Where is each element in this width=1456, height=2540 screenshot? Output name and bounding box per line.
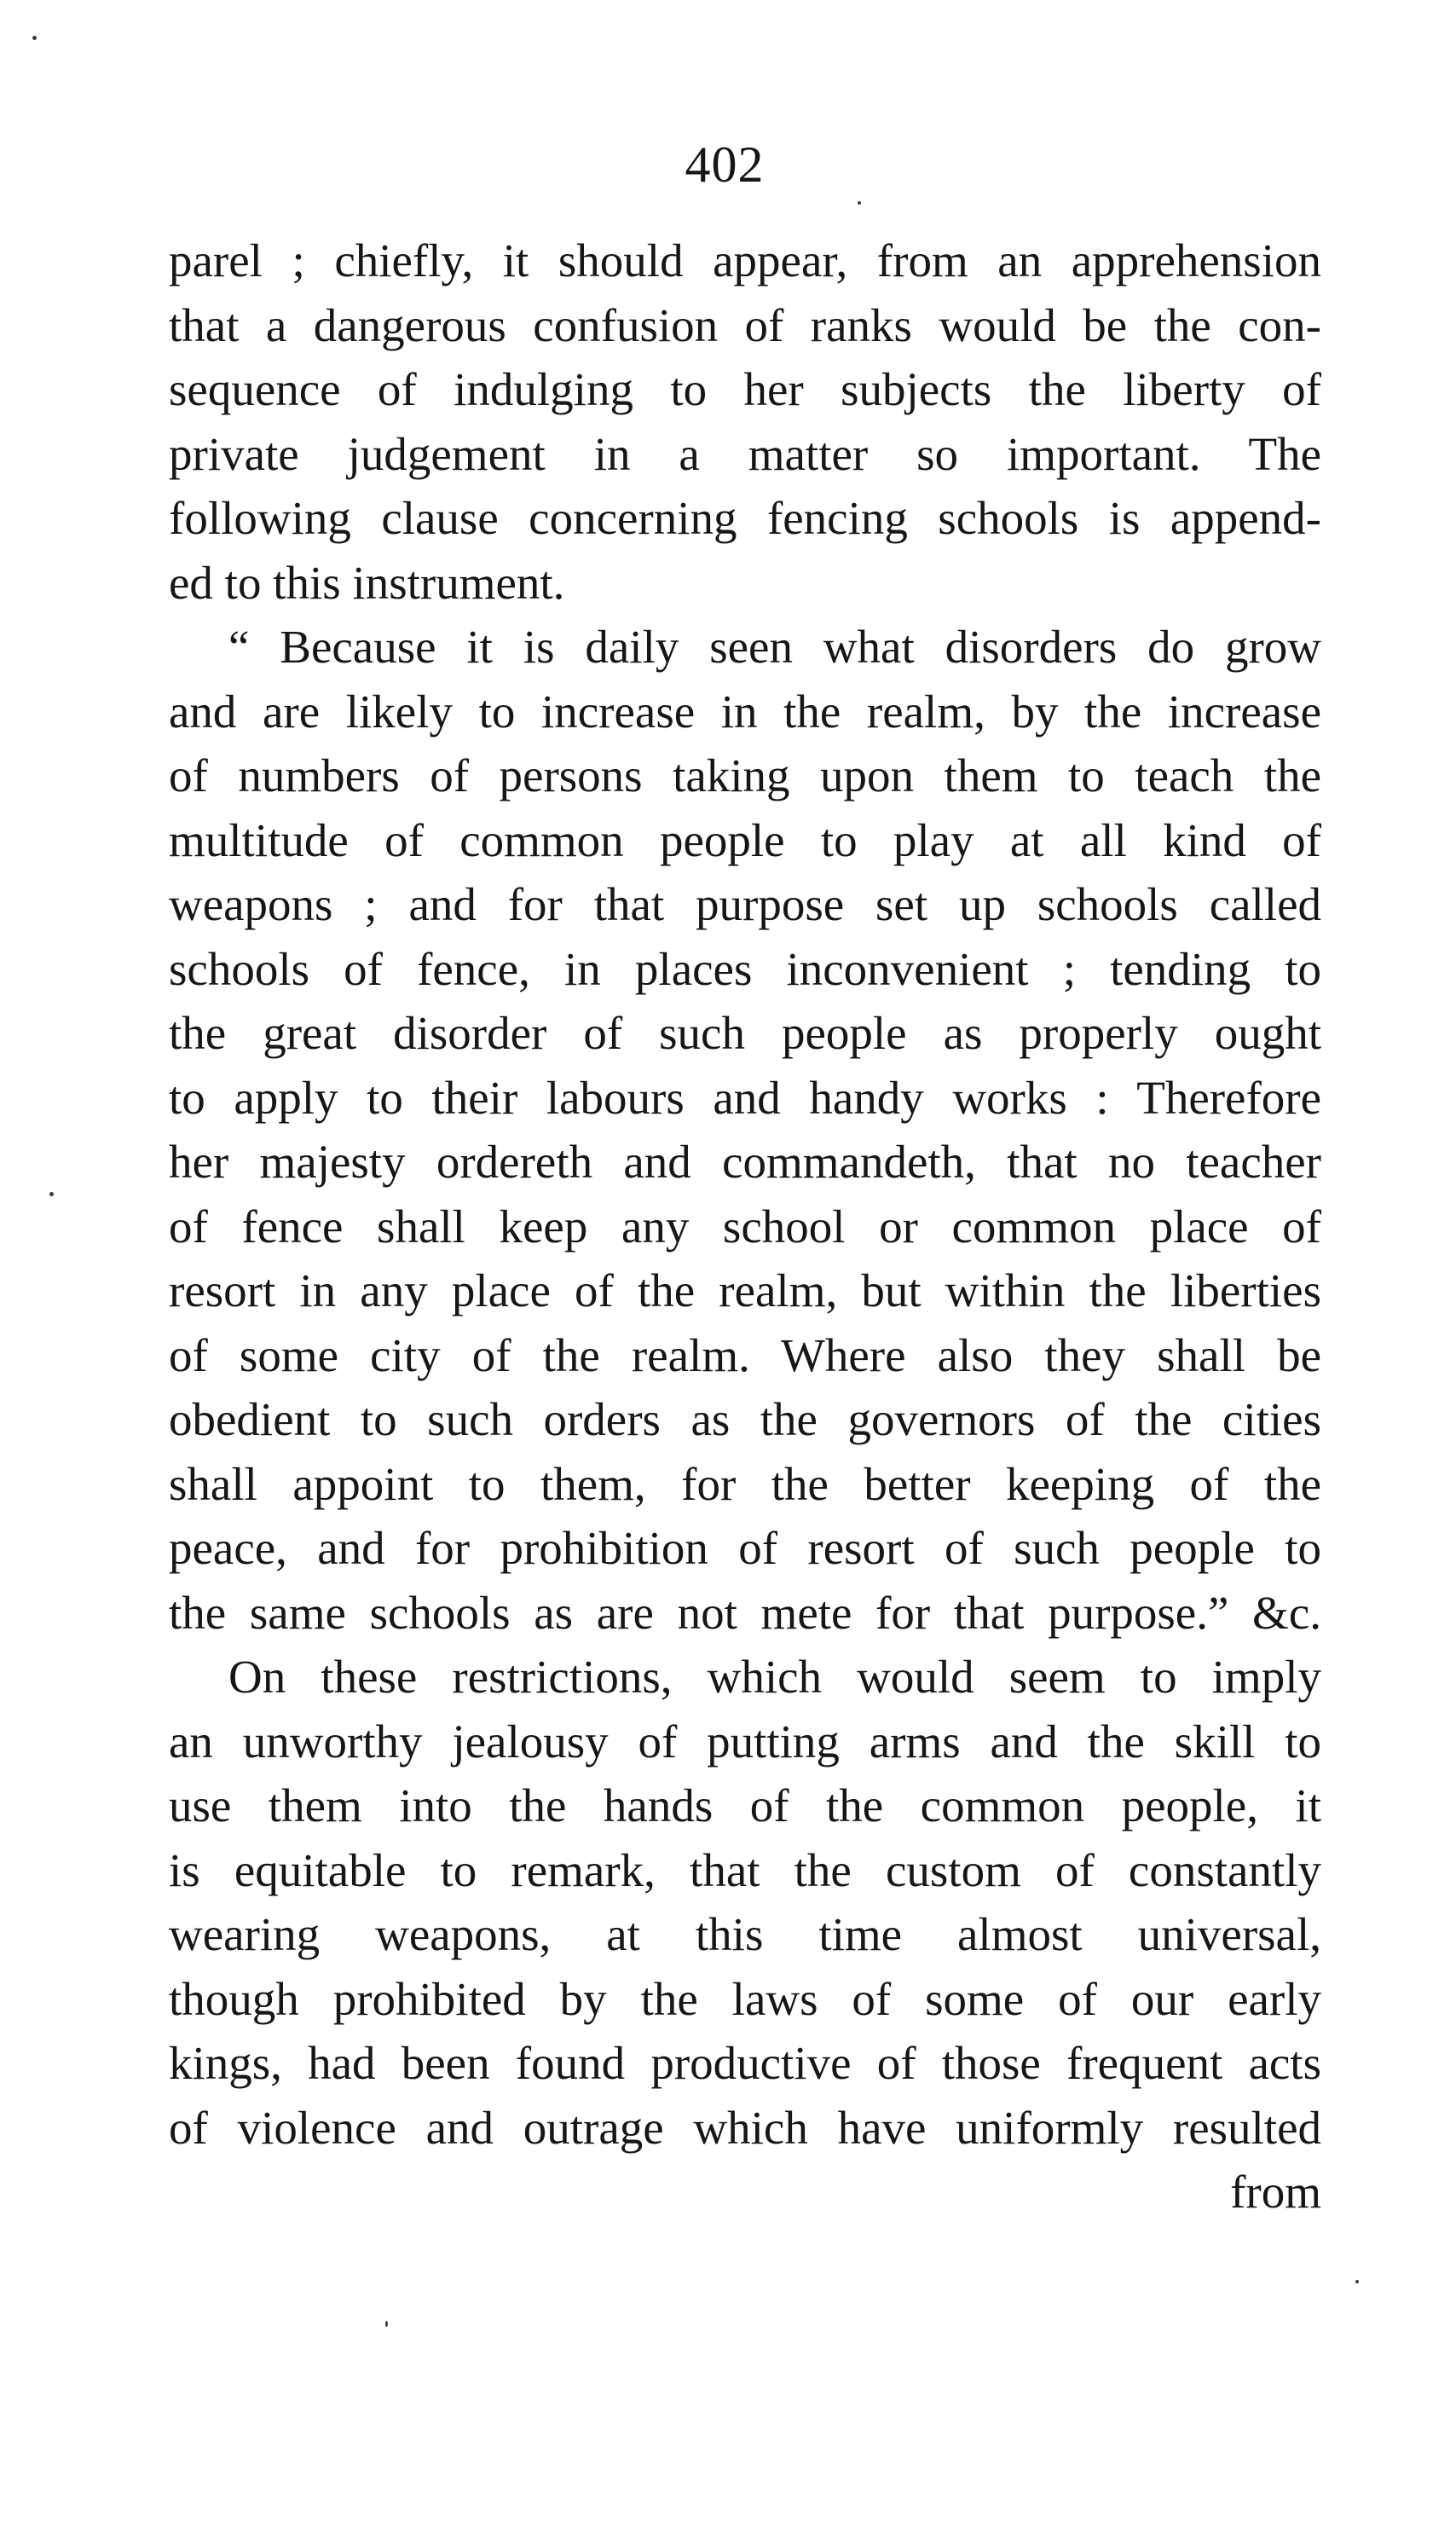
text-line: weapons ; and for that purpose set up schools called [169, 878, 1321, 930]
text-line: private judgement in a matter so important. The [169, 427, 1321, 480]
text-line: is equitable to remark, that the custom of constantly [169, 1843, 1321, 1896]
text-line: the same schools as are not mete for that purpose.” &c. [169, 1586, 1321, 1639]
text-line: of fence shall keep any school or common place of [169, 1200, 1321, 1253]
text-line: “ Because it is daily seen what disorders do grow [228, 621, 1321, 673]
catchword: from [1230, 2166, 1321, 2218]
text-line: shall appoint to them, for the better keeping of the [169, 1457, 1321, 1510]
text-line: and are likely to increase in the realm, by the increase [169, 685, 1321, 738]
ink-speck [1355, 2280, 1359, 2283]
text-line: peace, and for prohibition of resort of such people to [169, 1522, 1321, 1574]
text-line: to apply to their labours and handy works : Therefore [169, 1071, 1321, 1124]
text-line: schools of fence, in places inconvenient ; tending to [169, 942, 1321, 995]
ink-speck [858, 201, 861, 205]
body-text [169, 229, 1321, 2225]
text-line: multitude of common people to play at all kind of [169, 813, 1321, 866]
text-line: of numbers of persons taking upon them to teach the [169, 749, 1321, 801]
ink-speck [32, 36, 37, 40]
text-line: of some city of the realm. Where also they shall be [169, 1328, 1321, 1381]
text-line: sequence of indulging to her subjects the liberty of [169, 363, 1321, 415]
text-line: of violence and outrage which have uniformly resulted [169, 2101, 1321, 2154]
text-line: obedient to such orders as the governors of the cities [169, 1393, 1321, 1445]
text-line: resort in any place of the realm, but within the liberties [169, 1264, 1321, 1316]
text-line: On these restrictions, which would seem to imply [228, 1651, 1321, 1703]
ink-speck [385, 2321, 388, 2327]
text-line: her majesty ordereth and commandeth, that no teacher [169, 1136, 1321, 1188]
page-number: 402 [685, 136, 765, 193]
text-line: wearing weapons, at this time almost universal, [169, 1908, 1321, 1960]
text-line: following clause concerning fencing schools is append- [169, 492, 1321, 544]
text-line: though prohibited by the laws of some of our early [169, 1972, 1321, 2025]
text-line: that a dangerous confusion of ranks would be the con- [169, 298, 1321, 351]
text-line: parel ; chiefly, it should appear, from an apprehension [169, 234, 1321, 286]
text-line: an unworthy jealousy of putting arms and the skill to [169, 1715, 1321, 1768]
text-line: kings, had been found productive of those frequent acts [169, 2037, 1321, 2089]
ink-speck [49, 1192, 54, 1196]
text-line: the great disorder of such people as properly ought [169, 1007, 1321, 1059]
text-line: ed to this instrument. [169, 556, 565, 609]
text-line: use them into the hands of the common people, it [169, 1779, 1321, 1831]
